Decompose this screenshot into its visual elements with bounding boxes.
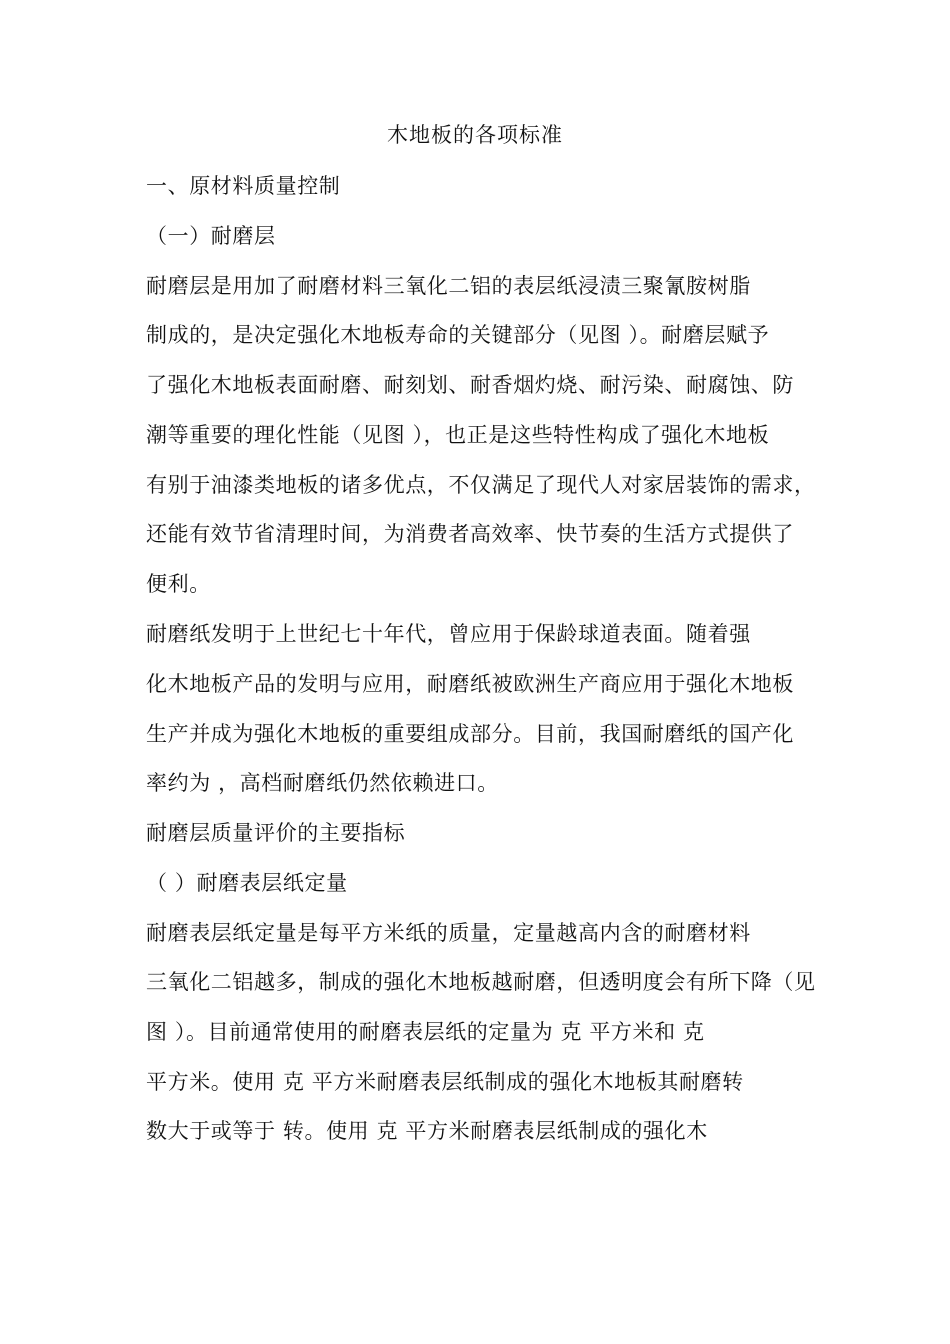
paragraph-line: 还能有效节省清理时间，为消费者高效率、快节奏的生活方式提供了: [146, 522, 794, 546]
paragraph-line: 便利。: [146, 572, 211, 596]
paragraph-line: 三氧化二铝越多，制成的强化木地板越耐磨，但透明度会有所下降（见: [146, 970, 816, 994]
paragraph-line: 了强化木地板表面耐磨、耐刻划、耐香烟灼烧、耐污染、耐腐蚀、防: [146, 373, 794, 397]
subheading: 耐磨层质量评价的主要指标: [146, 821, 406, 845]
paragraph-line: 耐磨纸发明于上世纪七十年代，曾应用于保龄球道表面。随着强: [146, 622, 751, 646]
paragraph-line: 有别于油漆类地板的诸多优点，不仅满足了现代人对家居装饰的需求，: [146, 473, 816, 497]
subheading: （ ）耐磨表层纸定量: [146, 871, 348, 895]
paragraph-line: 耐磨层是用加了耐磨材料三氧化二铝的表层纸浸渍三聚氰胺树脂: [146, 274, 751, 298]
paragraph-line: 生产并成为强化木地板的重要组成部分。目前，我国耐磨纸的国产化: [146, 722, 794, 746]
paragraph-line: 潮等重要的理化性能（见图 ），也正是这些特性构成了强化木地板: [146, 423, 770, 447]
document-title: 木地板的各项标准: [387, 123, 563, 147]
paragraph-line: 平方米。使用 克 平方米耐磨表层纸制成的强化木地板其耐磨转: [146, 1070, 744, 1094]
paragraph-line: 耐磨表层纸定量是每平方米纸的质量，定量越高内含的耐磨材料: [146, 921, 751, 945]
paragraph-line: 化木地板产品的发明与应用，耐磨纸被欧洲生产商应用于强化木地板: [146, 672, 794, 696]
section-heading: 一、原材料质量控制: [146, 174, 341, 198]
paragraph-line: 图 ）。目前通常使用的耐磨表层纸的定量为 克 平方米和 克: [146, 1020, 705, 1044]
paragraph-line: 数大于或等于 转。使用 克 平方米耐磨表层纸制成的强化木: [146, 1119, 708, 1143]
subsection-heading: （一）耐磨层: [146, 224, 276, 248]
paragraph-line: 制成的，是决定强化木地板寿命的关键部分（见图 ）。耐磨层赋予: [146, 323, 770, 347]
paragraph-line: 率约为 ，高档耐磨纸仍然依赖进口。: [146, 771, 499, 795]
